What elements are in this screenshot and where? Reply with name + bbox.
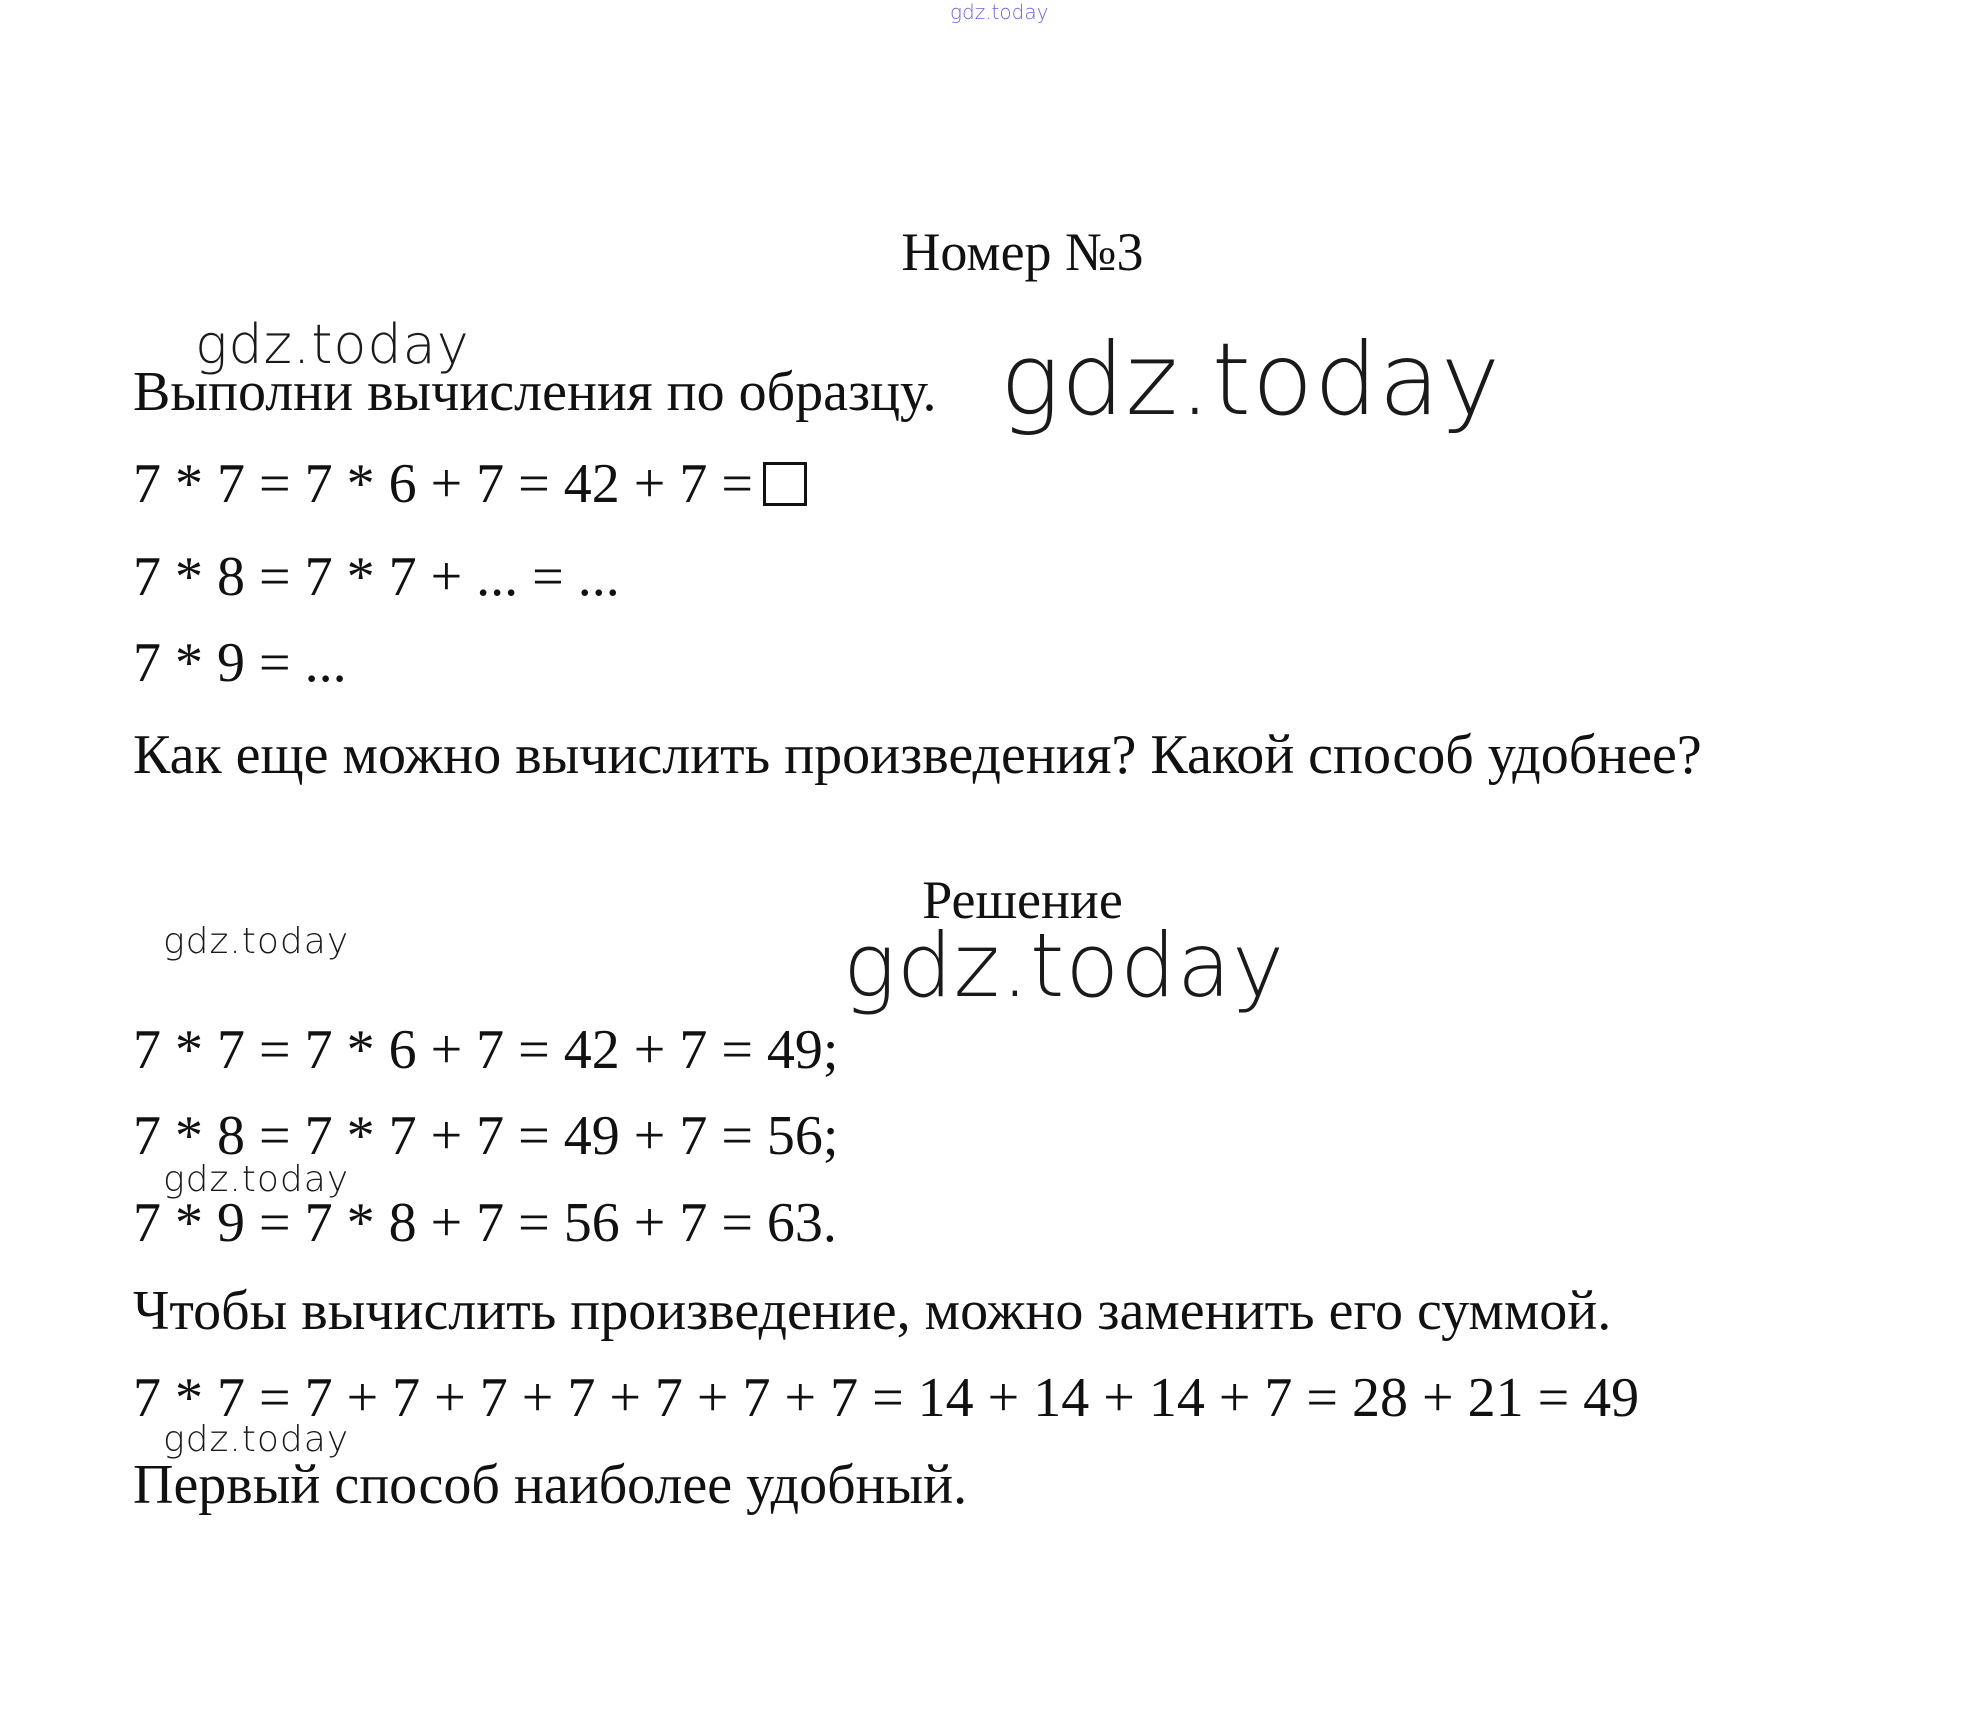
- solution-line-2: 7 * 8 = 7 * 7 + 7 = 49 + 7 = 56;: [133, 1105, 839, 1167]
- watermark-small-4: gdz.today: [163, 1419, 350, 1460]
- task-example-3: 7 * 9 = ...: [133, 632, 347, 694]
- task-instruction: Выполни вычисления по образцу.: [133, 361, 937, 423]
- task-example-1: [133, 453, 807, 515]
- watermark-large-2: gdz.today: [843, 914, 1286, 1017]
- answer-box: [763, 462, 807, 506]
- solution-line-3: 7 * 9 = 7 * 8 + 7 = 56 + 7 = 63.: [133, 1192, 837, 1254]
- solution-title: Решение: [922, 870, 1123, 930]
- solution-line-1: 7 * 7 = 7 * 6 + 7 = 42 + 7 = 49;: [133, 1019, 839, 1081]
- header-watermark: gdz.today: [950, 0, 1049, 24]
- watermark-large-1: gdz.today: [1000, 321, 1502, 438]
- task-example-1-text: 7 * 7 = 7 * 6 + 7 = 42 + 7 =: [133, 453, 753, 515]
- task-example-2: 7 * 8 = 7 * 7 + ... = ...: [133, 546, 620, 608]
- watermark-small-2: gdz.today: [163, 921, 350, 962]
- watermark-small-1: gdz.today: [195, 313, 470, 376]
- solution-sum-line: 7 * 7 = 7 + 7 + 7 + 7 + 7 + 7 + 7 = 14 + 14 + 14 + 7 = 28 + 21 = 49: [133, 1367, 1640, 1429]
- task-question: Как еще можно вычислить произведения? Какой способ удобнее?: [133, 724, 1702, 786]
- solution-explanation: Чтобы вычислить произведение, можно заменить его суммой.: [133, 1280, 1612, 1342]
- task-title: Номер №3: [901, 222, 1144, 282]
- solution-conclusion: Первый способ наиболее удобный.: [133, 1454, 968, 1516]
- watermark-small-3: gdz.today: [163, 1159, 350, 1200]
